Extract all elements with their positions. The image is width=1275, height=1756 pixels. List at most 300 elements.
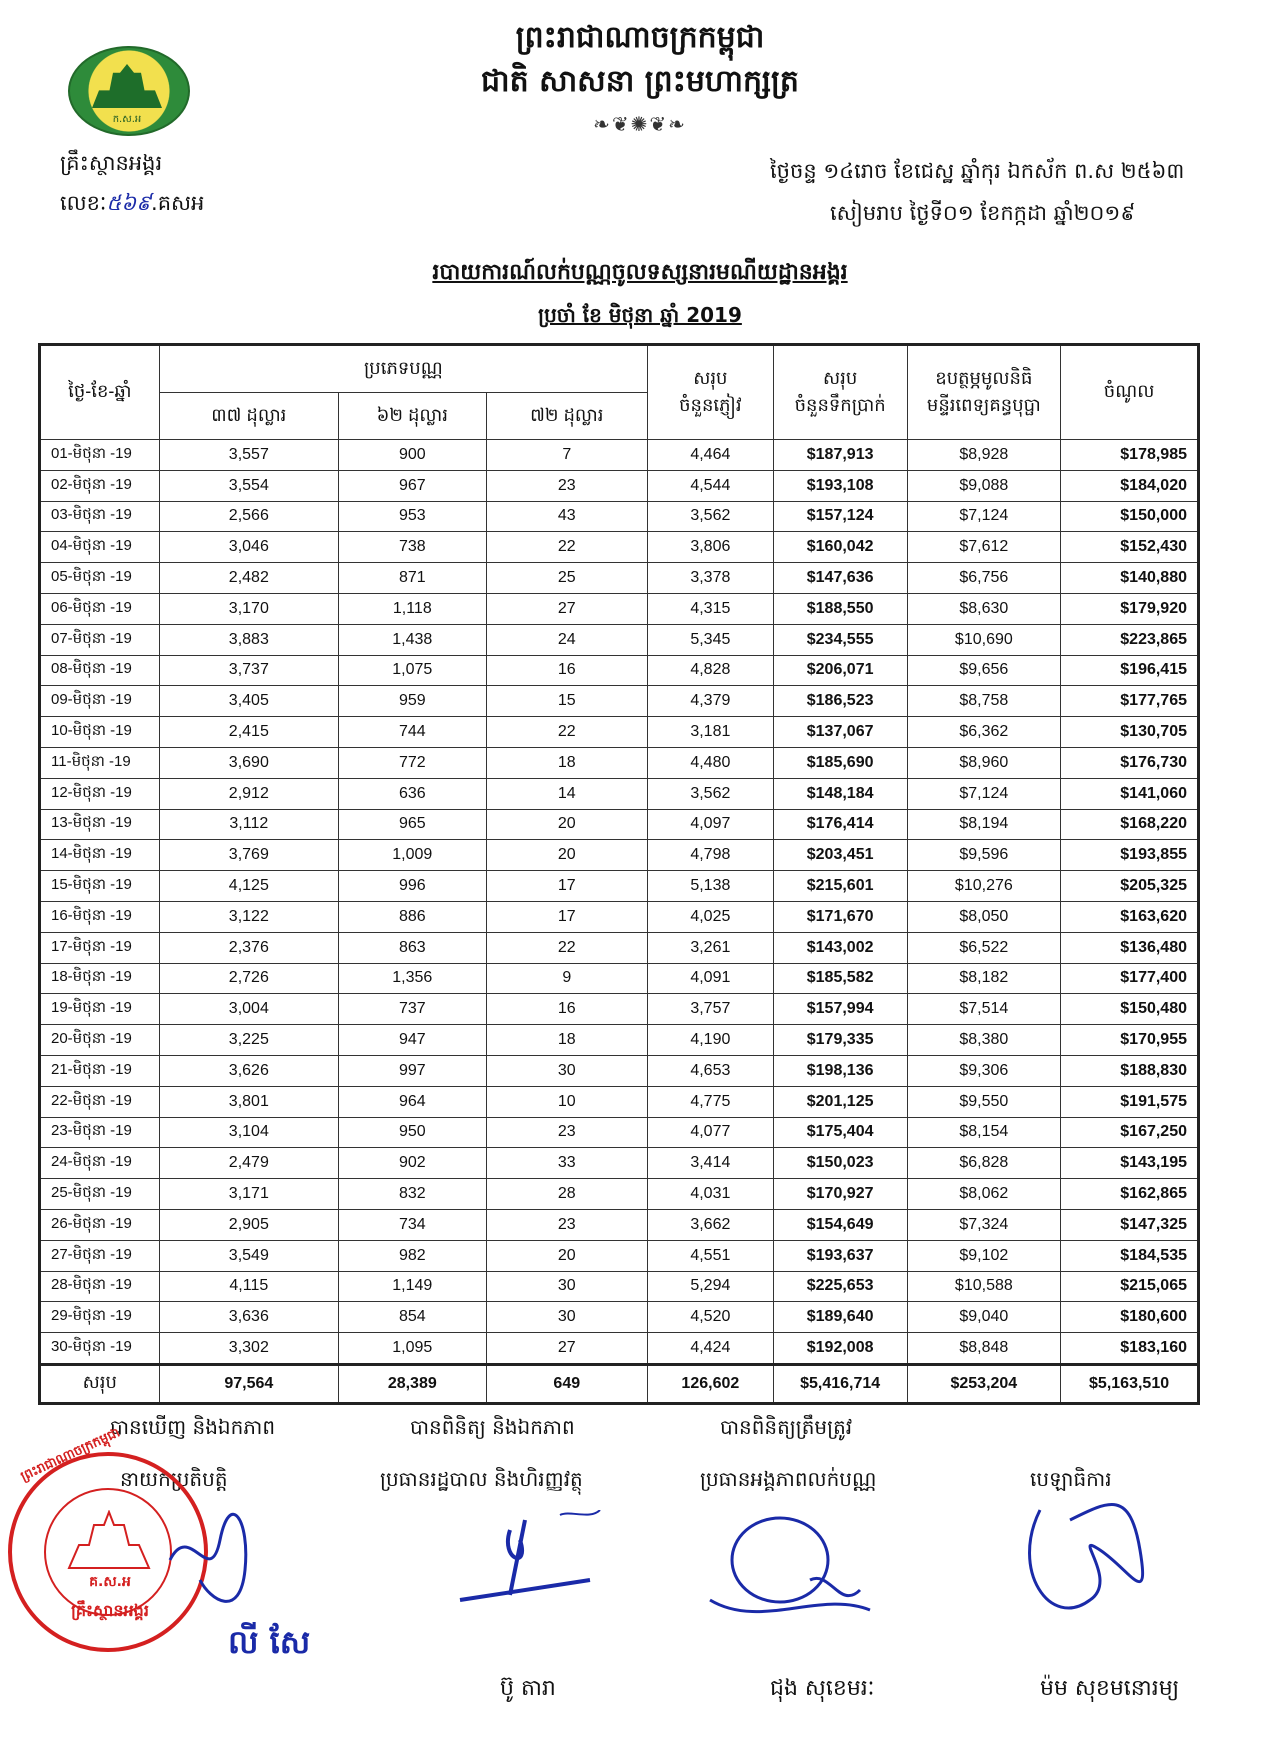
row-amount: $189,640 bbox=[773, 1302, 907, 1333]
row-72: 25 bbox=[486, 563, 647, 594]
table-row bbox=[40, 563, 1199, 594]
cashier-signature bbox=[1010, 1490, 1170, 1640]
sales-signature bbox=[700, 1500, 890, 1630]
row-revenue: $196,415 bbox=[1061, 655, 1199, 686]
row-72: 33 bbox=[486, 1148, 647, 1179]
row-62: 1,118 bbox=[339, 593, 487, 624]
row-amount: $148,184 bbox=[773, 778, 907, 809]
row-62: 744 bbox=[339, 717, 487, 748]
row-37: 3,225 bbox=[159, 1025, 338, 1056]
row-amount: $215,601 bbox=[773, 871, 907, 902]
table-row bbox=[40, 440, 1199, 471]
row-amount: $179,335 bbox=[773, 1025, 907, 1056]
row-amount: $175,404 bbox=[773, 1117, 907, 1148]
row-date: 02-មិថុនា -19 bbox=[40, 470, 160, 501]
row-revenue: $141,060 bbox=[1061, 778, 1199, 809]
row-37: 3,122 bbox=[159, 901, 338, 932]
director-signature bbox=[150, 1500, 270, 1610]
row-62: 854 bbox=[339, 1302, 487, 1333]
cashier-name: ម៉ម សុខមនោរម្យ bbox=[1040, 1676, 1180, 1701]
header-visitors-line1: សរុប bbox=[693, 367, 728, 388]
row-visitors: 3,562 bbox=[647, 501, 773, 532]
row-72: 17 bbox=[486, 871, 647, 902]
header-37-dollar: ៣៧ ដុល្លារ bbox=[159, 393, 338, 440]
row-date: 07-មិថុនា -19 bbox=[40, 624, 160, 655]
row-37: 3,004 bbox=[159, 994, 338, 1025]
row-72: 30 bbox=[486, 1055, 647, 1086]
row-37: 2,376 bbox=[159, 932, 338, 963]
row-amount: $160,042 bbox=[773, 532, 907, 563]
row-date: 03-មិថុនា -19 bbox=[40, 501, 160, 532]
row-visitors: 4,551 bbox=[647, 1240, 773, 1271]
row-visitors: 3,562 bbox=[647, 778, 773, 809]
row-date: 08-មិថុនា -19 bbox=[40, 655, 160, 686]
row-fund: $8,380 bbox=[907, 1025, 1061, 1056]
row-date: 25-មិថុនា -19 bbox=[40, 1179, 160, 1210]
table-row bbox=[40, 1271, 1199, 1302]
row-revenue: $180,600 bbox=[1061, 1302, 1199, 1333]
row-fund: $7,514 bbox=[907, 994, 1061, 1025]
row-72: 22 bbox=[486, 932, 647, 963]
approval-checked-correct: បានពិនិត្យត្រឹមត្រូវ bbox=[720, 1415, 853, 1439]
row-37: 3,405 bbox=[159, 686, 338, 717]
row-revenue: $162,865 bbox=[1061, 1179, 1199, 1210]
row-visitors: 3,757 bbox=[647, 994, 773, 1025]
row-visitors: 4,828 bbox=[647, 655, 773, 686]
row-62: 953 bbox=[339, 501, 487, 532]
total-62: 28,389 bbox=[339, 1364, 487, 1403]
row-visitors: 3,806 bbox=[647, 532, 773, 563]
table-row bbox=[40, 655, 1199, 686]
table-row bbox=[40, 1240, 1199, 1271]
table-row bbox=[40, 1179, 1199, 1210]
row-fund: $9,550 bbox=[907, 1086, 1061, 1117]
row-fund: $8,062 bbox=[907, 1179, 1061, 1210]
row-37: 2,726 bbox=[159, 963, 338, 994]
row-fund: $8,182 bbox=[907, 963, 1061, 994]
row-fund: $8,154 bbox=[907, 1117, 1061, 1148]
sales-title: ប្រធានអង្គភាពលក់បណ្ណ bbox=[700, 1467, 877, 1491]
row-revenue: $177,765 bbox=[1061, 686, 1199, 717]
row-72: 23 bbox=[486, 1117, 647, 1148]
row-date: 11-មិថុនា -19 bbox=[40, 747, 160, 778]
row-amount: $225,653 bbox=[773, 1271, 907, 1302]
row-visitors: 4,091 bbox=[647, 963, 773, 994]
director-title: នាយកប្រតិបត្តិ bbox=[120, 1467, 228, 1491]
row-revenue: $223,865 bbox=[1061, 624, 1199, 655]
header-visitors-line2: ចំនួនភ្ញៀវ bbox=[679, 394, 742, 415]
row-visitors: 3,662 bbox=[647, 1209, 773, 1240]
row-amount: $171,670 bbox=[773, 901, 907, 932]
row-visitors: 3,414 bbox=[647, 1148, 773, 1179]
row-fund: $7,324 bbox=[907, 1209, 1061, 1240]
row-revenue: $184,020 bbox=[1061, 470, 1199, 501]
table-row bbox=[40, 809, 1199, 840]
director-name: លី សែ bbox=[228, 1623, 311, 1661]
ref-suffix: .គសអ bbox=[151, 191, 205, 215]
table-row bbox=[40, 1086, 1199, 1117]
row-fund: $8,960 bbox=[907, 747, 1061, 778]
row-revenue: $143,195 bbox=[1061, 1148, 1199, 1179]
row-visitors: 5,294 bbox=[647, 1271, 773, 1302]
row-37: 4,125 bbox=[159, 871, 338, 902]
row-amount: $193,637 bbox=[773, 1240, 907, 1271]
row-amount: $157,124 bbox=[773, 501, 907, 532]
row-72: 24 bbox=[486, 624, 647, 655]
row-amount: $206,071 bbox=[773, 655, 907, 686]
row-date: 28-មិថុនា -19 bbox=[40, 1271, 160, 1302]
report-title: របាយការណ៍លក់បណ្ណចូលទស្សនារមណីយដ្ឋានអង្គរ bbox=[432, 260, 848, 285]
approval-seen: បានឃើញ និងឯកភាព bbox=[110, 1415, 276, 1439]
row-62: 1,149 bbox=[339, 1271, 487, 1302]
stamp-center-text: គ.ស.អ bbox=[89, 1574, 131, 1590]
row-fund: $10,588 bbox=[907, 1271, 1061, 1302]
row-fund: $8,050 bbox=[907, 901, 1061, 932]
row-visitors: 4,544 bbox=[647, 470, 773, 501]
row-fund: $9,040 bbox=[907, 1302, 1061, 1333]
table-body bbox=[40, 440, 1199, 1365]
table-row bbox=[40, 932, 1199, 963]
table-row bbox=[40, 778, 1199, 809]
row-date: 14-មិថុនា -19 bbox=[40, 840, 160, 871]
row-fund: $6,756 bbox=[907, 563, 1061, 594]
row-62: 1,438 bbox=[339, 624, 487, 655]
row-62: 738 bbox=[339, 532, 487, 563]
row-date: 23-មិថុនា -19 bbox=[40, 1117, 160, 1148]
row-62: 1,095 bbox=[339, 1333, 487, 1365]
row-visitors: 4,424 bbox=[647, 1333, 773, 1365]
row-fund: $10,690 bbox=[907, 624, 1061, 655]
row-fund: $9,088 bbox=[907, 470, 1061, 501]
table-row bbox=[40, 840, 1199, 871]
row-fund: $10,276 bbox=[907, 871, 1061, 902]
row-62: 832 bbox=[339, 1179, 487, 1210]
row-amount: $137,067 bbox=[773, 717, 907, 748]
row-revenue: $184,535 bbox=[1061, 1240, 1199, 1271]
row-72: 23 bbox=[486, 1209, 647, 1240]
row-revenue: $147,325 bbox=[1061, 1209, 1199, 1240]
row-37: 2,415 bbox=[159, 717, 338, 748]
row-revenue: $150,000 bbox=[1061, 501, 1199, 532]
total-fund: $253,204 bbox=[907, 1364, 1061, 1403]
row-revenue: $191,575 bbox=[1061, 1086, 1199, 1117]
row-revenue: $177,400 bbox=[1061, 963, 1199, 994]
row-fund: $8,928 bbox=[907, 440, 1061, 471]
ref-number: ៥៦៩ bbox=[106, 191, 152, 215]
row-date: 05-មិថុនា -19 bbox=[40, 563, 160, 594]
row-fund: $9,102 bbox=[907, 1240, 1061, 1271]
organization-name: គ្រឹះស្ថានអង្គរ bbox=[60, 151, 163, 175]
row-date: 30-មិថុនា -19 bbox=[40, 1333, 160, 1365]
row-72: 27 bbox=[486, 593, 647, 624]
row-amount: $234,555 bbox=[773, 624, 907, 655]
total-amount: $5,416,714 bbox=[773, 1364, 907, 1403]
row-amount: $187,913 bbox=[773, 440, 907, 471]
row-fund: $9,656 bbox=[907, 655, 1061, 686]
row-visitors: 5,138 bbox=[647, 871, 773, 902]
row-62: 734 bbox=[339, 1209, 487, 1240]
row-fund: $8,630 bbox=[907, 593, 1061, 624]
row-revenue: $178,985 bbox=[1061, 440, 1199, 471]
row-visitors: 3,378 bbox=[647, 563, 773, 594]
row-62: 967 bbox=[339, 470, 487, 501]
row-revenue: $179,920 bbox=[1061, 593, 1199, 624]
row-72: 43 bbox=[486, 501, 647, 532]
row-revenue: $205,325 bbox=[1061, 871, 1199, 902]
stamp-bottom-text: គ្រឹះស្ថានអង្គរ bbox=[71, 1601, 149, 1620]
row-revenue: $150,480 bbox=[1061, 994, 1199, 1025]
row-visitors: 5,345 bbox=[647, 624, 773, 655]
row-amount: $198,136 bbox=[773, 1055, 907, 1086]
row-72: 16 bbox=[486, 994, 647, 1025]
row-37: 4,115 bbox=[159, 1271, 338, 1302]
table-row bbox=[40, 1055, 1199, 1086]
cashier-title: បេឡាធិការ bbox=[1030, 1467, 1112, 1491]
table-row bbox=[40, 501, 1199, 532]
motto-heading: ជាតិ សាសនា ព្រះមហាក្សត្រ bbox=[481, 64, 799, 99]
row-date: 22-មិថុនា -19 bbox=[40, 1086, 160, 1117]
row-62: 996 bbox=[339, 871, 487, 902]
stamp-ring-text: ព្រះរាជាណាចក្រកម្ពុជា bbox=[18, 1425, 123, 1485]
row-72: 16 bbox=[486, 655, 647, 686]
table-row bbox=[40, 624, 1199, 655]
row-37: 3,769 bbox=[159, 840, 338, 871]
reference-number bbox=[60, 190, 204, 221]
row-visitors: 4,025 bbox=[647, 901, 773, 932]
stamp-temple-icon bbox=[64, 1510, 154, 1570]
header-visitors bbox=[647, 345, 773, 440]
row-date: 20-មិថុនា -19 bbox=[40, 1025, 160, 1056]
total-revenue: $5,163,510 bbox=[1061, 1364, 1199, 1403]
row-37: 3,046 bbox=[159, 532, 338, 563]
table-row bbox=[40, 1117, 1199, 1148]
row-62: 1,009 bbox=[339, 840, 487, 871]
header-fund bbox=[907, 345, 1061, 440]
row-72: 14 bbox=[486, 778, 647, 809]
row-37: 3,170 bbox=[159, 593, 338, 624]
row-date: 06-មិថុនា -19 bbox=[40, 593, 160, 624]
row-visitors: 4,480 bbox=[647, 747, 773, 778]
table-row bbox=[40, 963, 1199, 994]
row-62: 1,356 bbox=[339, 963, 487, 994]
row-37: 3,112 bbox=[159, 809, 338, 840]
row-37: 3,737 bbox=[159, 655, 338, 686]
row-amount: $150,023 bbox=[773, 1148, 907, 1179]
row-revenue: $193,855 bbox=[1061, 840, 1199, 871]
row-date: 10-មិថុនា -19 bbox=[40, 717, 160, 748]
row-date: 24-មិថុនា -19 bbox=[40, 1148, 160, 1179]
row-62: 950 bbox=[339, 1117, 487, 1148]
table-row bbox=[40, 1209, 1199, 1240]
row-fund: $6,522 bbox=[907, 932, 1061, 963]
row-revenue: $176,730 bbox=[1061, 747, 1199, 778]
row-amount: $203,451 bbox=[773, 840, 907, 871]
report-subtitle: ប្រចាំ ខែ មិថុនា ឆ្នាំ 2019 bbox=[538, 303, 742, 327]
row-72: 18 bbox=[486, 747, 647, 778]
admin-title: ប្រធានរដ្ឋបាល និងហិរញ្ញវត្ថុ bbox=[380, 1467, 583, 1491]
row-amount: $143,002 bbox=[773, 932, 907, 963]
row-37: 2,905 bbox=[159, 1209, 338, 1240]
row-72: 9 bbox=[486, 963, 647, 994]
row-fund: $8,758 bbox=[907, 686, 1061, 717]
row-fund: $7,612 bbox=[907, 532, 1061, 563]
row-37: 3,801 bbox=[159, 1086, 338, 1117]
row-fund: $8,848 bbox=[907, 1333, 1061, 1365]
table-row bbox=[40, 532, 1199, 563]
table-row bbox=[40, 717, 1199, 748]
row-amount: $185,582 bbox=[773, 963, 907, 994]
row-fund: $6,362 bbox=[907, 717, 1061, 748]
table-row bbox=[40, 686, 1199, 717]
table-row bbox=[40, 871, 1199, 902]
row-visitors: 4,077 bbox=[647, 1117, 773, 1148]
row-62: 965 bbox=[339, 809, 487, 840]
row-37: 3,690 bbox=[159, 747, 338, 778]
row-date: 19-មិថុនា -19 bbox=[40, 994, 160, 1025]
admin-signature bbox=[450, 1510, 610, 1610]
row-date: 13-មិថុនា -19 bbox=[40, 809, 160, 840]
row-62: 959 bbox=[339, 686, 487, 717]
row-62: 871 bbox=[339, 563, 487, 594]
row-37: 3,554 bbox=[159, 470, 338, 501]
table-row bbox=[40, 1333, 1199, 1365]
row-date: 15-មិថុនា -19 bbox=[40, 871, 160, 902]
row-fund: $7,124 bbox=[907, 778, 1061, 809]
row-visitors: 4,653 bbox=[647, 1055, 773, 1086]
row-72: 20 bbox=[486, 809, 647, 840]
row-62: 947 bbox=[339, 1025, 487, 1056]
total-visitors: 126,602 bbox=[647, 1364, 773, 1403]
row-amount: $188,550 bbox=[773, 593, 907, 624]
header-fund-line1: ឧបត្ថម្ភមូលនិធិ bbox=[935, 367, 1033, 388]
row-visitors: 4,379 bbox=[647, 686, 773, 717]
row-revenue: $136,480 bbox=[1061, 932, 1199, 963]
row-37: 3,557 bbox=[159, 440, 338, 471]
row-72: 20 bbox=[486, 840, 647, 871]
header-revenue: ចំណូល bbox=[1061, 345, 1199, 440]
row-72: 17 bbox=[486, 901, 647, 932]
table-row bbox=[40, 1148, 1199, 1179]
row-amount: $157,994 bbox=[773, 994, 907, 1025]
header-fund-line2: មន្ទីរពេទ្យគន្ធបុប្ផា bbox=[926, 394, 1041, 415]
row-72: 30 bbox=[486, 1302, 647, 1333]
table-row bbox=[40, 593, 1199, 624]
row-revenue: $170,955 bbox=[1061, 1025, 1199, 1056]
row-revenue: $167,250 bbox=[1061, 1117, 1199, 1148]
row-visitors: 4,520 bbox=[647, 1302, 773, 1333]
row-62: 902 bbox=[339, 1148, 487, 1179]
ref-prefix: លេខៈ bbox=[60, 191, 107, 215]
lunar-date: ថ្ងៃចន្ទ ១៤រោច ខែជេស្ឋ ឆ្នាំកុរ ឯកស័ក ព.ស ២៥៦៣ bbox=[770, 159, 1185, 183]
table-row bbox=[40, 470, 1199, 501]
row-amount: $193,108 bbox=[773, 470, 907, 501]
total-row bbox=[40, 1364, 1199, 1403]
row-amount: $147,636 bbox=[773, 563, 907, 594]
row-visitors: 4,031 bbox=[647, 1179, 773, 1210]
row-62: 997 bbox=[339, 1055, 487, 1086]
row-72: 27 bbox=[486, 1333, 647, 1365]
row-date: 04-មិថុនា -19 bbox=[40, 532, 160, 563]
row-62: 964 bbox=[339, 1086, 487, 1117]
sales-name: ជុង សុខេមរៈ bbox=[770, 1676, 875, 1701]
table-row bbox=[40, 1025, 1199, 1056]
row-72: 18 bbox=[486, 1025, 647, 1056]
logo-text: ក.ស.អ bbox=[112, 114, 142, 125]
row-37: 3,883 bbox=[159, 624, 338, 655]
row-revenue: $183,160 bbox=[1061, 1333, 1199, 1365]
header-date: ថ្ងៃ-ខែ-ឆ្នាំ bbox=[40, 345, 160, 440]
row-fund: $6,828 bbox=[907, 1148, 1061, 1179]
header-72-dollar: ៧២ ដុល្លារ bbox=[486, 393, 647, 440]
row-72: 7 bbox=[486, 440, 647, 471]
row-amount: $201,125 bbox=[773, 1086, 907, 1117]
row-date: 18-មិថុនា -19 bbox=[40, 963, 160, 994]
admin-name: ប៊ូ តារា bbox=[500, 1676, 556, 1701]
row-62: 636 bbox=[339, 778, 487, 809]
row-72: 22 bbox=[486, 717, 647, 748]
table-row bbox=[40, 747, 1199, 778]
row-date: 27-មិថុនា -19 bbox=[40, 1240, 160, 1271]
row-37: 3,626 bbox=[159, 1055, 338, 1086]
table-row bbox=[40, 901, 1199, 932]
ornament-divider: ❧❦✺❦❧ bbox=[593, 112, 687, 136]
row-revenue: $152,430 bbox=[1061, 532, 1199, 563]
row-visitors: 4,097 bbox=[647, 809, 773, 840]
header-amount-line2: ចំនួនទឹកប្រាក់ bbox=[794, 394, 886, 415]
row-revenue: $140,880 bbox=[1061, 563, 1199, 594]
row-72: 28 bbox=[486, 1179, 647, 1210]
row-amount: $192,008 bbox=[773, 1333, 907, 1365]
row-date: 01-មិថុនា -19 bbox=[40, 440, 160, 471]
row-37: 3,636 bbox=[159, 1302, 338, 1333]
row-date: 29-មិថុនា -19 bbox=[40, 1302, 160, 1333]
header-amount-line1: សរុប bbox=[822, 367, 858, 388]
header-amount bbox=[773, 345, 907, 440]
row-62: 1,075 bbox=[339, 655, 487, 686]
row-72: 10 bbox=[486, 1086, 647, 1117]
row-revenue: $188,830 bbox=[1061, 1055, 1199, 1086]
row-revenue: $130,705 bbox=[1061, 717, 1199, 748]
row-72: 20 bbox=[486, 1240, 647, 1271]
row-37: 3,104 bbox=[159, 1117, 338, 1148]
total-72: 649 bbox=[486, 1364, 647, 1403]
row-62: 737 bbox=[339, 994, 487, 1025]
row-37: 3,171 bbox=[159, 1179, 338, 1210]
row-72: 30 bbox=[486, 1271, 647, 1302]
approval-checked-agreed: បានពិនិត្យ និងឯកភាព bbox=[410, 1415, 575, 1439]
row-revenue: $168,220 bbox=[1061, 809, 1199, 840]
total-37: 97,564 bbox=[159, 1364, 338, 1403]
row-62: 772 bbox=[339, 747, 487, 778]
row-date: 21-មិថុនា -19 bbox=[40, 1055, 160, 1086]
row-visitors: 4,315 bbox=[647, 593, 773, 624]
table-row bbox=[40, 994, 1199, 1025]
row-amount: $185,690 bbox=[773, 747, 907, 778]
ticket-sales-table bbox=[38, 343, 1200, 1405]
row-visitors: 4,464 bbox=[647, 440, 773, 471]
row-date: 12-មិថុនា -19 bbox=[40, 778, 160, 809]
row-date: 17-មិថុនា -19 bbox=[40, 932, 160, 963]
row-visitors: 4,775 bbox=[647, 1086, 773, 1117]
row-37: 3,549 bbox=[159, 1240, 338, 1271]
row-37: 2,566 bbox=[159, 501, 338, 532]
row-amount: $170,927 bbox=[773, 1179, 907, 1210]
solar-date: សៀមរាប ថ្ងៃទី០១ ខែកក្កដា ឆ្នាំ២០១៩ bbox=[830, 201, 1136, 225]
row-amount: $186,523 bbox=[773, 686, 907, 717]
row-fund: $8,194 bbox=[907, 809, 1061, 840]
row-amount: $176,414 bbox=[773, 809, 907, 840]
total-label: សរុប bbox=[40, 1364, 160, 1403]
